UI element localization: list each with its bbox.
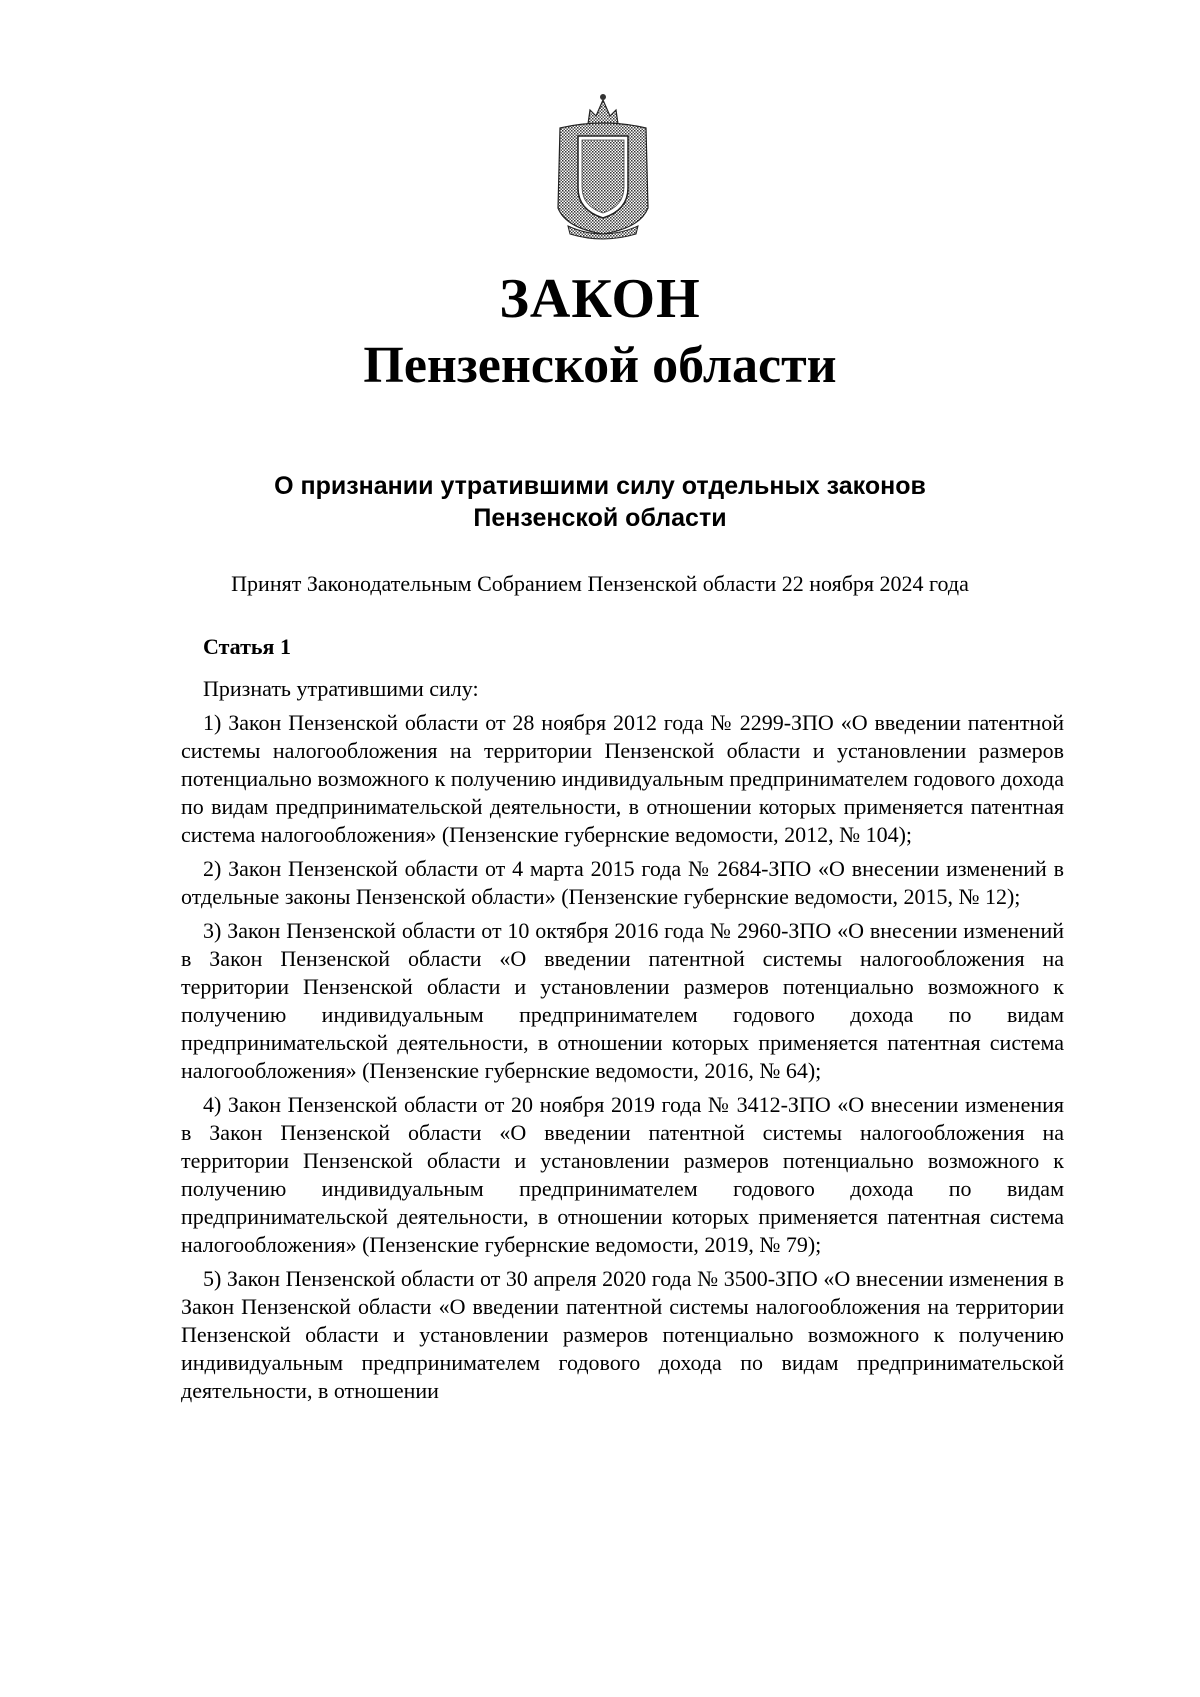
adoption-statement: Принят Законодательным Собранием Пензенской области 22 ноября 2024 года xyxy=(231,571,969,596)
law-region-title: Пензенской области xyxy=(363,337,837,394)
article-intro: Признать утратившими силу: xyxy=(203,676,479,701)
list-item: 2) Закон Пензенской области от 4 марта 2015 года № 2684-ЗПО «О внесении изменений в отдельные законы Пензенской области» (Пензенские губернские ведомости, 2015, № 12); xyxy=(181,856,1064,909)
coat-of-arms-icon xyxy=(550,88,656,244)
law-title: ЗАКОН xyxy=(499,268,701,330)
article-body xyxy=(181,675,1064,1411)
document-heading-line-1: О признании утратившими силу отдельных законов xyxy=(274,472,926,500)
list-item: 1) Закон Пензенской области от 28 ноября 2012 года № 2299-ЗПО «О введении патентной системы налогообложения на территории Пензенской области и установлении размеров потенциально возможного к получению индивидуальным предпринимателем годового дохода по видам предпринимательской деятельности, в отношении которых применяется патентная система налогообложения» (Пензенские губернские ведомости, 2012, № 104); xyxy=(181,710,1064,847)
document-heading xyxy=(150,470,1050,534)
list-item: 4) Закон Пензенской области от 20 ноября 2019 года № 3412-ЗПО «О внесении изменения в Закон Пензенской области «О введении патентной системы налогообложения на территории Пензенской области и установлении размеров потенциально возможного к получению индивидуальным предпринимателем годового дохода по видам предпринимательской деятельности, в отношении которых применяется патентная система налогообложения» (Пензенские губернские ведомости, 2019, № 79); xyxy=(181,1092,1064,1257)
article-title: Статья 1 xyxy=(203,634,291,659)
list-item: 5) Закон Пензенской области от 30 апреля 2020 года № 3500-ЗПО «О внесении изменения в Закон Пензенской области «О введении патентной системы налогообложения на территории Пензенской области и установлении размеров потенциально возможного к получению индивидуальным предпринимателем годового дохода по видам предпринимательской деятельности, в отношении xyxy=(181,1266,1064,1403)
document-heading-line-2: Пензенской области xyxy=(473,504,727,532)
list-item: 3) Закон Пензенской области от 10 октября 2016 года № 2960-ЗПО «О внесении изменений в Закон Пензенской области «О введении патентной системы налогообложения на территории Пензенской области и установлении размеров потенциально возможного к получению индивидуальным предпринимателем годового дохода по видам предпринимательской деятельности, в отношении которых применяется патентная система налогообложения» (Пензенские губернские ведомости, 2016, № 64); xyxy=(181,918,1064,1083)
